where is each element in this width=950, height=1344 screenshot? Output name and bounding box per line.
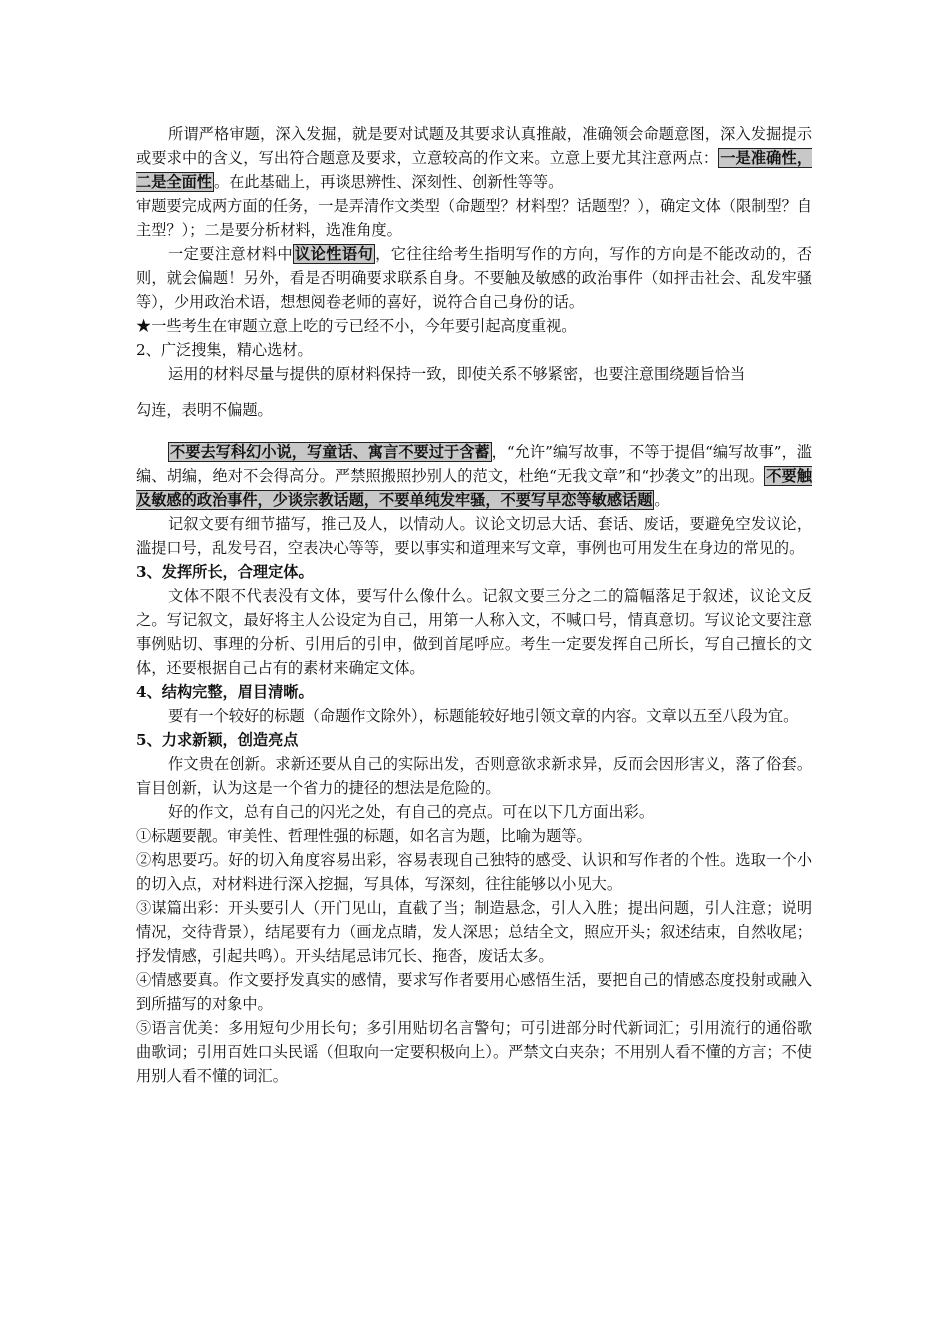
section-heading-2: 2、广泛搜集，精心选材。 [136,341,313,359]
emphasis-dotted: 两方面 [211,197,258,215]
emphasis-emotion: 以情动人 [398,515,460,533]
highlight-accuracy: 一是准确性，二是全面性 [136,149,813,191]
paragraph-material-choice: 运用的材料尽量与提供的原材料保持一致，即使关系不够紧密，也要注意围绕题旨恰当 [168,365,746,383]
list-item: ③谋篇出彩：开头要引人（开门见山，直截了当；制造悬念，引人入胜；提出问题，引人注意；说明情况，交待背景），结尾要有力（画龙点睛，发人深思；总结全文，照应开头；叙述结束，自然收尾；抒发情感，引起共鸣）。开头结尾忌讳冗长、拖沓，废话太多。 [136,899,812,965]
paragraph-genre: 文体不限不代表没有文体，要写什么像什么。记叙文要三分之二的篇幅落足于叙述，议论文反之。写记叙文，最好将主人公设定为自己，用第一人称入文，不喊口号，情真意切。写议论文要注意事例贴切、事理的分析、引用后的引申，做到首尾呼应。考生一定要发挥自己所长，写自己擅长的文体，还要根据自己占有的素材来确定文体。 [136,587,812,677]
list-item: ①标题要靓。审美性、哲理性强的标题，如名言为题，比喻为题等。 [136,827,592,845]
paragraph-innovation: 作文贵在创新。求新还要从自己的实际出发，否则意欲求新求异，反而会因形害义，落了俗套。盲目创新，认为这是一个省力的捷径的想法是危险的。 [136,755,812,797]
paragraph-dont-list: 不要去写科幻小说，写童话、寓言不要过于含蓄 ，“允许”编写故事，不等于提倡“编写故事”，滥编、胡编，绝对不会得高分。严禁照搬照抄别人的范文，杜绝“无我文章”和“抄袭文”的出现。 不要触及敏感的政治事件，少谈宗教话题，不要单纯发牢骚，不要写早恋等敏感话题 。 [136,443,813,509]
section-heading-4: 4、结构完整，眉目清晰。 [136,683,314,701]
paragraph-star-note: ★一些考生在审题立意上吃的亏已经不小，今年要引起高度重视。 [136,317,577,335]
paragraph-audit-tasks: 审题要完成两方面的任务，一是弄清作文类型（命题型？材料型？话题型？），确定文体（限制型？自主型？）；二是要分析材料，选准角度。 [136,197,813,239]
section-heading-3: 3、发挥所长，合理定体。 [136,563,314,581]
emphasis-empathy: 推己及人 [321,515,383,533]
emphasis-own: 自己的 [274,803,320,821]
paragraph-highlights: 好的作文，总有自己的闪光之处，有自己的亮点。可在以下几方面出彩。 [168,803,654,821]
list-item: ④情感要真。作文要抒发真实的感情，要求写作者要用心感悟生活，要把自己的情感态度投射或融入到所描写的对象中。 [136,971,812,1013]
highlight-argument-sentence: 议论性语句 [294,245,374,263]
list-item: ②构思要巧。好的切入角度容易出彩，容易表现自己独特的感受、认识和写作者的个性。选取一个小的切入点，对材料进行深入挖掘，写具体，写深刻，往往能够以小见大。 [136,851,812,893]
section-heading-5: 5、力求新颖，创造亮点 [136,731,299,749]
list-item: ⑤语言优美：多用短句少用长句；多引用贴切名言警句；可引进部分时代新词汇；引用流行的通俗歌曲歌词；引用百姓口头民谣（但取向一定要积极向上）。严禁文白夹杂；不用别人看不懂的方言；不使用别人看不懂的词汇。 [136,1019,812,1085]
paragraph-structure: 要有一个较好的标题（命题作文除外），标题能较好地引领文章的内容。文章以五至八段为宜。 [168,707,799,725]
highlight-no-scifi: 不要去写科幻小说，写童话、寓言不要过于含蓄 [170,443,490,461]
paragraph-material-choice-cont: 勾连，表明不偏题。 [136,401,273,419]
paragraph-audit-intro: 所谓严格审题，深入发掘，就是要对试题及其要求认真推敲，准确领会命题意图，深入发掘提示或要求中的含义，写出符合题意及要求，立意较高的作文来。立意上要尤其注意两点： 一是准确性，二是全面性 。在此基础上，再谈思辨性、深刻性、创新性等等。 [136,125,813,191]
emphasis-detail: 细节描写 [244,515,307,533]
document-page [136,122,812,1088]
paragraph-material-note: 一定要注意材料中 议论性语句 ，它往往给考生指明写作的方向，写作的方向是不能改动的，否则，就会偏题！另外，看是否明确要求联系自身。不要触及敏感的政治事件（如抨击社会、乱发牢骚等），少用政治术语，想想阅卷老师的喜好，说符合自己身份的话。 [136,245,813,311]
paragraph-narrative-tips: 记叙文要有细节描写，推己及人，以情动人。议论文切忌大话、套话、废话，要避免空发议论，滥提口号，乱发号召，空表决心等等，要以事实和道理来写文章，事例也可用发生在身边的常见的。 [136,515,813,557]
highlight-no-sensitive: 不要触及敏感的政治事件，少谈宗教话题，不要单纯发牢骚，不要写早恋等敏感话题 [136,467,813,509]
